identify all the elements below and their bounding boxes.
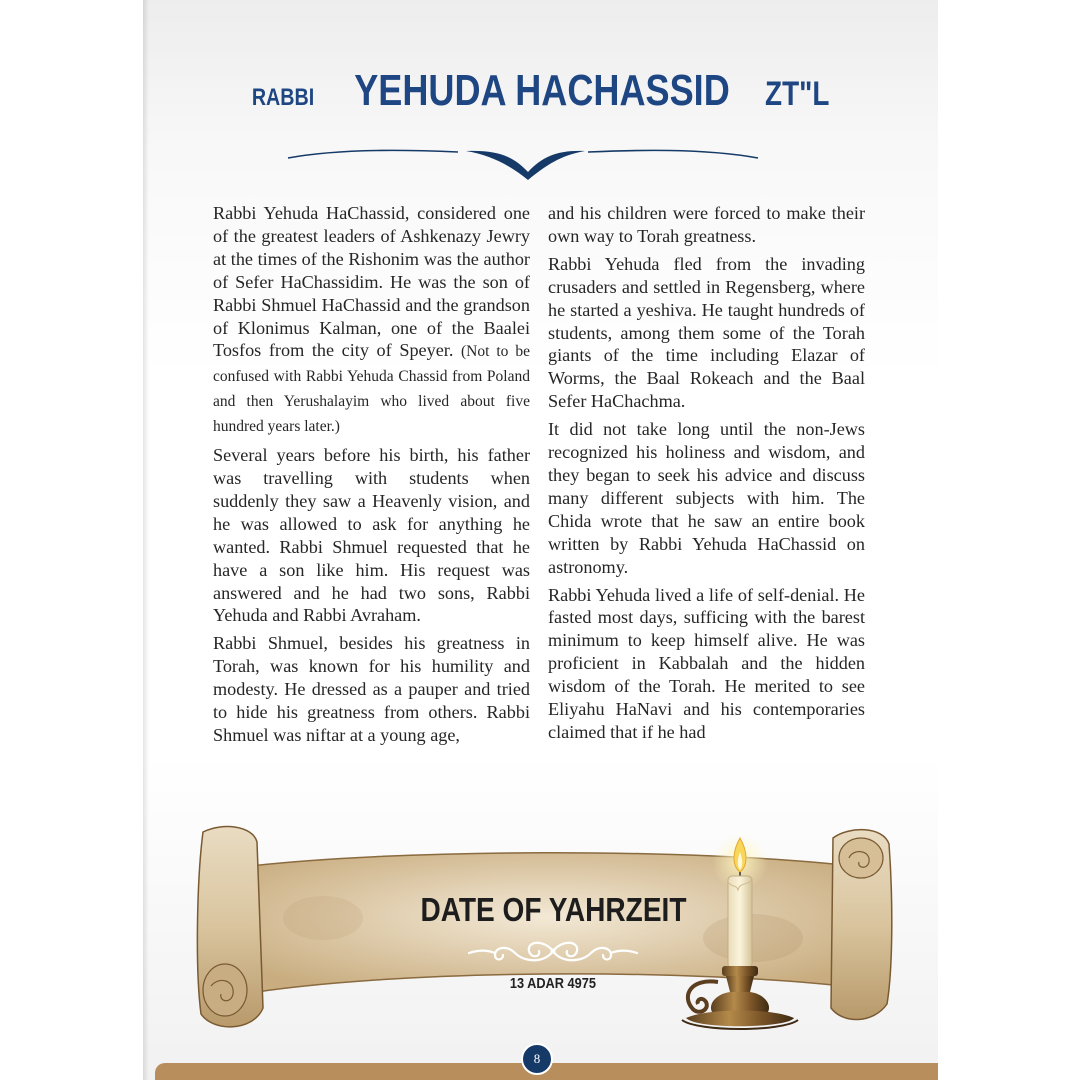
yahrzeit-date-text: 13 ADAR 4975 <box>509 976 597 992</box>
text-column-left <box>213 202 530 752</box>
paragraph: Rabbi Yehuda lived a life of self-denial. He fasted most days, sufficing with the barest minimum to keep himself alive. He was proficient in Kabbalah and the hidden wisdom of the Torah. He merited to see Eliyahu HaNavi and his contemporaries claimed that if he had <box>548 584 865 742</box>
title-main: YEHUDA HACHASSID <box>354 66 731 115</box>
yahrzeit-heading-text: DATE OF YAHRZEIT <box>420 891 686 928</box>
paragraph-note: (Not to be confused with Rabbi Yehuda Chassid from Poland and then Yerushalayim who lived about five hundred years later.) <box>213 343 531 436</box>
page-title <box>143 66 938 116</box>
page-number: 8 <box>521 1043 553 1075</box>
page <box>143 0 938 1080</box>
wave-divider-with-chevron-icon <box>283 142 763 186</box>
title-suffix: ZT"L <box>764 75 830 113</box>
paragraph: It did not take long until the non-Jews recognized his holiness and wisdom, and they began to seek his advice and discuss many different subjects with him. The Chida wrote that he saw an entire book written by Rabbi Yehuda HaChassid on astronomy. <box>548 419 865 577</box>
paragraph: Rabbi Yehuda fled from the invading crusaders and settled in Regensberg, where he started a yeshiva. He taught hundreds of students, among them some of the Torah giants of the time including Elazar of Worms, the Baal Rokeach and the Baal Sefer HaChachma. <box>548 253 865 412</box>
paragraph: Rabbi Shmuel, besides his greatness in Torah, was known for his humility and modesty. He dressed as a pauper and tried to hide his greatness from others. Rabbi Shmuel was niftar at a young age, <box>213 633 530 745</box>
paragraph-text: Rabbi Yehuda HaChassid, considered one of the greatest leaders of Ashkenazy Jewry at the times of the Rishonim was the author of Sefer HaChassidim. He was the son of Rabbi Shmuel HaChassid and the grandson of Klonimus Kalman, one of the Baalei Tosfos from the city of Speyer. <box>213 203 530 361</box>
title-prefix: RABBI <box>251 84 315 111</box>
paragraph: and his children were forced to make their own way to Torah greatness. <box>548 203 865 246</box>
paragraph <box>213 202 530 439</box>
paragraph: Several years before his birth, his father was travelling with students when suddenly they saw a Heavenly vision, and he was allowed to ask for anything he wanted. Rabbi Shmuel requested that he have a son like him. His request was answered and he had two sons, Rabbi Yehuda and Rabbi Avraham. <box>213 445 530 626</box>
page-edge-shadow <box>143 0 149 1080</box>
text-column-right <box>548 202 865 749</box>
candle-holder-icon <box>668 832 808 1042</box>
swirl-flourish-icon <box>465 935 641 967</box>
